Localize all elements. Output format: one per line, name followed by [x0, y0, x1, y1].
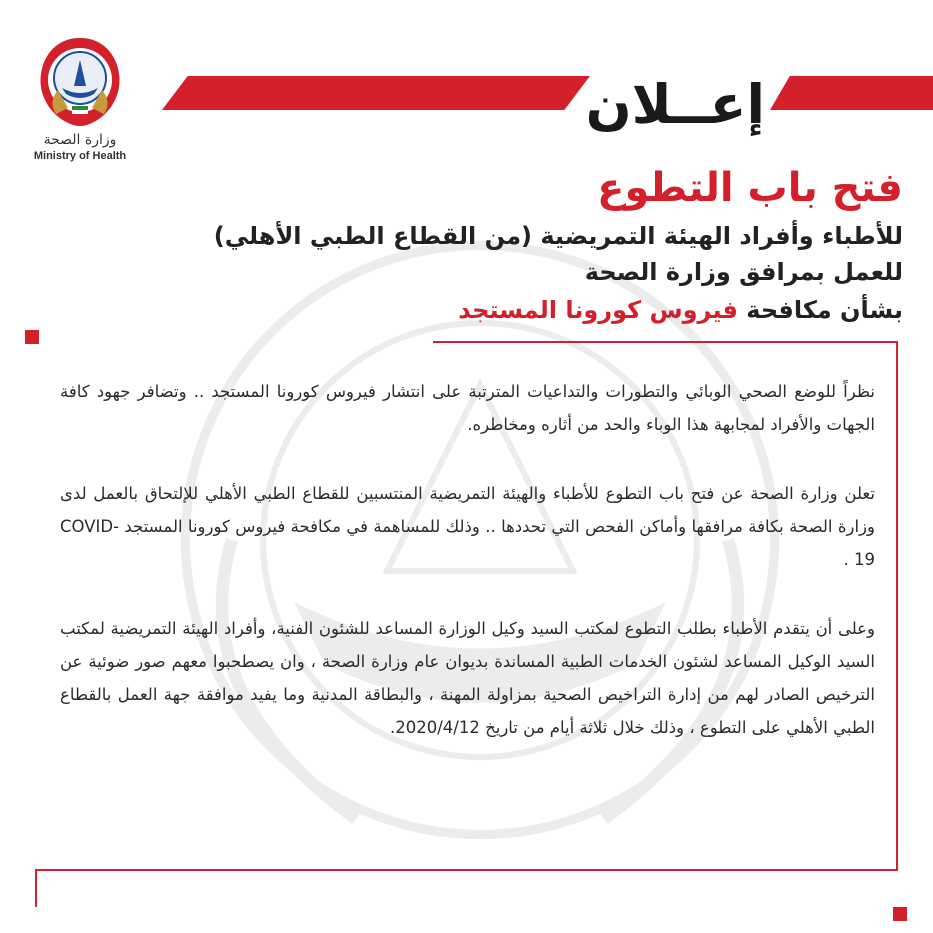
frame-bottom-line	[35, 869, 898, 871]
header-banner-left	[162, 76, 590, 110]
body-paragraph-1: نظراً للوضع الصحي الوبائي والتطورات والتداعيات المترتبة على انتشار فيروس كورونا المستجد .. وتضافر جهود كافة الجهات والأفراد لمجابهة هذا الوباء والحد من أثاره ومخاطره.	[60, 382, 875, 434]
body-paragraph-2: تعلن وزارة الصحة عن فتح باب التطوع للأطباء والهيئة التمريضية المنتسبين للقطاع الطبي الأهلي للإلتحاق بالعمل لدى وزارة الصحة بكافة مرافقها وأماكن الفحص التي تحددها .. وذلك للمساهمة في مكافحة فيروس كورونا المستجد COVID-19 .	[60, 484, 875, 569]
frame-left-line	[35, 869, 37, 907]
page-title: فتح باب التطوع	[597, 165, 903, 211]
frame-top-line	[433, 341, 898, 343]
ministry-logo-icon	[28, 30, 133, 170]
subtitle-workplace: للعمل بمرافق وزارة الصحة	[584, 258, 903, 286]
logo-caption: Ministry of Health	[33, 150, 127, 162]
svg-text:وزارة الصحة: وزارة الصحة	[43, 132, 117, 148]
subtitle-audience: للأطباء وأفراد الهيئة التمريضية (من القطاع الطبي الأهلي)	[213, 222, 903, 250]
subtitle-topic	[458, 296, 903, 324]
announcement-body	[60, 375, 875, 780]
header-banner-right	[770, 76, 933, 110]
frame-right-line	[896, 341, 898, 871]
subtitle-topic-prefix: بشأن مكافحة	[737, 296, 903, 324]
corner-mark-top-left	[25, 330, 39, 344]
body-paragraph-3: وعلى أن يتقدم الأطباء بطلب التطوع لمكتب السيد وكيل الوزارة المساعد للشئون الفنية، وأفراد الهيئة التمريضية لمكتب السيد الوكيل المساعد لشئون الخدمات الطبية المساندة بديوان عام وزارة الصحة ، وان يصطحبوا معهم صور ضوئية عن الترخيص الصادر لهم من إدارة التراخيص الصحية بمزاولة المهنة ، والبطاقة المدنية وما يفيد موافقة جهة العمل بالقطاع الطبي الأهلي على التطوع ، وذلك خلال ثلاثة أيام من تاريخ 2020/4/12.	[60, 619, 875, 737]
announcement-heading: إعــلان	[585, 73, 765, 136]
subtitle-topic-highlight: فيروس كورونا المستجد	[458, 296, 738, 324]
corner-mark-bottom-right	[893, 907, 907, 921]
